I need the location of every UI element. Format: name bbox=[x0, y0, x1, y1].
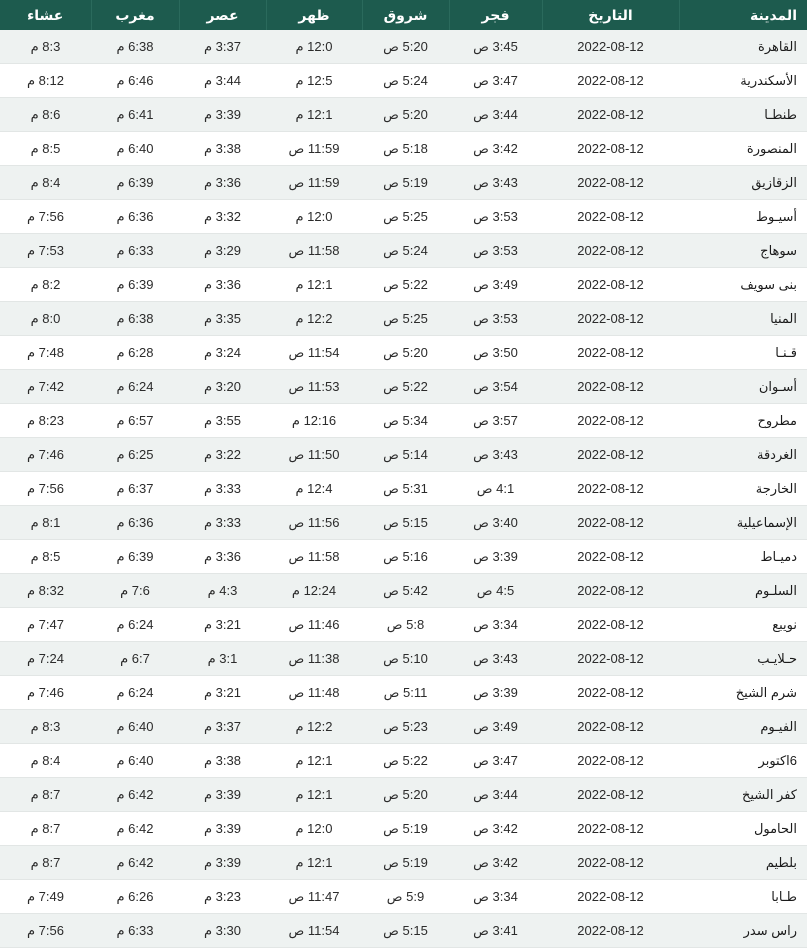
table-row bbox=[0, 132, 807, 166]
cell-maghrib: 6:40 م bbox=[91, 710, 179, 744]
column-header-date[interactable]: التاريخ bbox=[542, 0, 679, 30]
cell-date: 2022-08-12 bbox=[542, 166, 679, 200]
cell-shuruq: 5:9 ص bbox=[362, 880, 449, 914]
column-header-fajr[interactable]: فجر bbox=[449, 0, 542, 30]
cell-city: الفيـوم bbox=[679, 710, 807, 744]
cell-dhuhr: 12:4 م bbox=[266, 472, 362, 506]
cell-dhuhr: 11:59 ص bbox=[266, 166, 362, 200]
cell-asr: 3:24 م bbox=[179, 336, 266, 370]
cell-fajr: 3:49 ص bbox=[449, 268, 542, 302]
cell-date: 2022-08-12 bbox=[542, 812, 679, 846]
table-row bbox=[0, 268, 807, 302]
cell-shuruq: 5:25 ص bbox=[362, 302, 449, 336]
cell-dhuhr: 12:2 م bbox=[266, 302, 362, 336]
cell-city: حـلايـب bbox=[679, 642, 807, 676]
cell-date: 2022-08-12 bbox=[542, 336, 679, 370]
cell-asr: 3:1 م bbox=[179, 642, 266, 676]
cell-maghrib: 6:42 م bbox=[91, 778, 179, 812]
table-row bbox=[0, 642, 807, 676]
table-row bbox=[0, 404, 807, 438]
cell-asr: 3:39 م bbox=[179, 846, 266, 880]
cell-shuruq: 5:22 ص bbox=[362, 370, 449, 404]
cell-maghrib: 6:36 م bbox=[91, 506, 179, 540]
cell-maghrib: 6:42 م bbox=[91, 812, 179, 846]
cell-fajr: 3:40 ص bbox=[449, 506, 542, 540]
cell-city: المنيا bbox=[679, 302, 807, 336]
cell-dhuhr: 11:50 ص bbox=[266, 438, 362, 472]
cell-isha: 7:56 م bbox=[0, 914, 91, 948]
cell-isha: 7:46 م bbox=[0, 438, 91, 472]
cell-dhuhr: 11:54 ص bbox=[266, 336, 362, 370]
cell-fajr: 3:39 ص bbox=[449, 676, 542, 710]
cell-asr: 3:29 م bbox=[179, 234, 266, 268]
cell-shuruq: 5:16 ص bbox=[362, 540, 449, 574]
cell-fajr: 3:41 ص bbox=[449, 914, 542, 948]
cell-fajr: 3:53 ص bbox=[449, 234, 542, 268]
cell-asr: 3:35 م bbox=[179, 302, 266, 336]
cell-date: 2022-08-12 bbox=[542, 404, 679, 438]
cell-dhuhr: 11:54 ص bbox=[266, 914, 362, 948]
cell-asr: 3:33 م bbox=[179, 506, 266, 540]
column-header-maghrib[interactable]: مغرب bbox=[91, 0, 179, 30]
cell-city: شرم الشيخ bbox=[679, 676, 807, 710]
cell-dhuhr: 12:0 م bbox=[266, 30, 362, 64]
cell-shuruq: 5:19 ص bbox=[362, 166, 449, 200]
cell-dhuhr: 12:16 م bbox=[266, 404, 362, 438]
column-header-city[interactable]: المدينة bbox=[679, 0, 807, 30]
cell-asr: 3:38 م bbox=[179, 132, 266, 166]
cell-asr: 3:37 م bbox=[179, 30, 266, 64]
cell-isha: 7:48 م bbox=[0, 336, 91, 370]
cell-city: بنى سويف bbox=[679, 268, 807, 302]
cell-shuruq: 5:42 ص bbox=[362, 574, 449, 608]
table-row bbox=[0, 64, 807, 98]
cell-maghrib: 6:46 م bbox=[91, 64, 179, 98]
cell-shuruq: 5:20 ص bbox=[362, 98, 449, 132]
cell-isha: 8:7 م bbox=[0, 812, 91, 846]
cell-shuruq: 5:19 ص bbox=[362, 846, 449, 880]
cell-asr: 3:33 م bbox=[179, 472, 266, 506]
cell-asr: 3:37 م bbox=[179, 710, 266, 744]
column-header-dhuhr[interactable]: ظهر bbox=[266, 0, 362, 30]
cell-isha: 8:32 م bbox=[0, 574, 91, 608]
cell-fajr: 3:49 ص bbox=[449, 710, 542, 744]
cell-asr: 4:3 م bbox=[179, 574, 266, 608]
cell-dhuhr: 11:53 ص bbox=[266, 370, 362, 404]
table-row bbox=[0, 914, 807, 948]
cell-dhuhr: 12:2 م bbox=[266, 710, 362, 744]
cell-dhuhr: 12:1 م bbox=[266, 846, 362, 880]
cell-date: 2022-08-12 bbox=[542, 676, 679, 710]
cell-dhuhr: 11:58 ص bbox=[266, 234, 362, 268]
table-header bbox=[0, 0, 807, 30]
cell-isha: 7:46 م bbox=[0, 676, 91, 710]
cell-fajr: 4:1 ص bbox=[449, 472, 542, 506]
cell-asr: 3:36 م bbox=[179, 166, 266, 200]
cell-maghrib: 6:38 م bbox=[91, 302, 179, 336]
cell-fajr: 3:43 ص bbox=[449, 642, 542, 676]
cell-date: 2022-08-12 bbox=[542, 472, 679, 506]
cell-asr: 3:21 م bbox=[179, 608, 266, 642]
cell-date: 2022-08-12 bbox=[542, 506, 679, 540]
cell-fajr: 3:34 ص bbox=[449, 608, 542, 642]
cell-asr: 3:39 م bbox=[179, 98, 266, 132]
cell-asr: 3:39 م bbox=[179, 812, 266, 846]
cell-city: الأسكندرية bbox=[679, 64, 807, 98]
cell-isha: 7:47 م bbox=[0, 608, 91, 642]
cell-city: الحامول bbox=[679, 812, 807, 846]
cell-date: 2022-08-12 bbox=[542, 744, 679, 778]
cell-isha: 8:7 م bbox=[0, 778, 91, 812]
cell-city: سوهاج bbox=[679, 234, 807, 268]
cell-isha: 7:56 م bbox=[0, 200, 91, 234]
cell-shuruq: 5:25 ص bbox=[362, 200, 449, 234]
table-body bbox=[0, 30, 807, 948]
cell-date: 2022-08-12 bbox=[542, 540, 679, 574]
table-row bbox=[0, 880, 807, 914]
cell-isha: 7:24 م bbox=[0, 642, 91, 676]
cell-fajr: 3:43 ص bbox=[449, 166, 542, 200]
cell-date: 2022-08-12 bbox=[542, 574, 679, 608]
cell-date: 2022-08-12 bbox=[542, 778, 679, 812]
cell-shuruq: 5:22 ص bbox=[362, 268, 449, 302]
cell-isha: 8:23 م bbox=[0, 404, 91, 438]
cell-city: الإسماعيلية bbox=[679, 506, 807, 540]
cell-city: المنصورة bbox=[679, 132, 807, 166]
cell-fajr: 3:42 ص bbox=[449, 812, 542, 846]
cell-maghrib: 6:7 م bbox=[91, 642, 179, 676]
cell-city: مطروح bbox=[679, 404, 807, 438]
cell-shuruq: 5:8 ص bbox=[362, 608, 449, 642]
cell-city: أسيـوط bbox=[679, 200, 807, 234]
cell-dhuhr: 12:1 م bbox=[266, 778, 362, 812]
cell-city: السلـوم bbox=[679, 574, 807, 608]
cell-isha: 8:3 م bbox=[0, 710, 91, 744]
table-row bbox=[0, 574, 807, 608]
table-row bbox=[0, 608, 807, 642]
cell-maghrib: 6:28 م bbox=[91, 336, 179, 370]
cell-maghrib: 6:24 م bbox=[91, 370, 179, 404]
cell-date: 2022-08-12 bbox=[542, 914, 679, 948]
cell-city: طنطـا bbox=[679, 98, 807, 132]
table-row bbox=[0, 506, 807, 540]
cell-fajr: 3:54 ص bbox=[449, 370, 542, 404]
cell-city: راس سدر bbox=[679, 914, 807, 948]
cell-dhuhr: 11:58 ص bbox=[266, 540, 362, 574]
cell-city: أسـوان bbox=[679, 370, 807, 404]
cell-isha: 8:4 م bbox=[0, 744, 91, 778]
cell-date: 2022-08-12 bbox=[542, 302, 679, 336]
cell-maghrib: 6:36 م bbox=[91, 200, 179, 234]
cell-maghrib: 6:24 م bbox=[91, 676, 179, 710]
cell-shuruq: 5:15 ص bbox=[362, 506, 449, 540]
cell-fajr: 3:45 ص bbox=[449, 30, 542, 64]
cell-shuruq: 5:22 ص bbox=[362, 744, 449, 778]
cell-date: 2022-08-12 bbox=[542, 846, 679, 880]
cell-fajr: 3:57 ص bbox=[449, 404, 542, 438]
cell-dhuhr: 11:46 ص bbox=[266, 608, 362, 642]
cell-dhuhr: 12:0 م bbox=[266, 812, 362, 846]
cell-shuruq: 5:20 ص bbox=[362, 30, 449, 64]
table-row bbox=[0, 710, 807, 744]
column-header-isha[interactable]: عشاء bbox=[0, 0, 91, 30]
table-row bbox=[0, 778, 807, 812]
cell-fajr: 3:47 ص bbox=[449, 744, 542, 778]
cell-maghrib: 6:42 م bbox=[91, 846, 179, 880]
cell-date: 2022-08-12 bbox=[542, 268, 679, 302]
cell-asr: 3:20 م bbox=[179, 370, 266, 404]
cell-isha: 8:4 م bbox=[0, 166, 91, 200]
table-row bbox=[0, 676, 807, 710]
cell-isha: 8:6 م bbox=[0, 98, 91, 132]
cell-maghrib: 6:39 م bbox=[91, 540, 179, 574]
cell-shuruq: 5:24 ص bbox=[362, 64, 449, 98]
cell-isha: 8:1 م bbox=[0, 506, 91, 540]
cell-dhuhr: 11:59 ص bbox=[266, 132, 362, 166]
cell-dhuhr: 11:48 ص bbox=[266, 676, 362, 710]
cell-city: قـنـا bbox=[679, 336, 807, 370]
cell-maghrib: 6:33 م bbox=[91, 234, 179, 268]
cell-shuruq: 5:20 ص bbox=[362, 778, 449, 812]
cell-maghrib: 6:57 م bbox=[91, 404, 179, 438]
cell-asr: 3:23 م bbox=[179, 880, 266, 914]
cell-city: كفر الشيخ bbox=[679, 778, 807, 812]
table-row bbox=[0, 98, 807, 132]
cell-fajr: 3:44 ص bbox=[449, 98, 542, 132]
cell-asr: 3:30 م bbox=[179, 914, 266, 948]
cell-isha: 8:5 م bbox=[0, 540, 91, 574]
cell-dhuhr: 12:1 م bbox=[266, 268, 362, 302]
cell-asr: 3:39 م bbox=[179, 778, 266, 812]
cell-isha: 8:3 م bbox=[0, 30, 91, 64]
cell-asr: 3:32 م bbox=[179, 200, 266, 234]
header-row bbox=[0, 0, 807, 30]
cell-asr: 3:36 م bbox=[179, 540, 266, 574]
cell-dhuhr: 12:24 م bbox=[266, 574, 362, 608]
cell-dhuhr: 11:38 ص bbox=[266, 642, 362, 676]
cell-fajr: 3:39 ص bbox=[449, 540, 542, 574]
table-row bbox=[0, 370, 807, 404]
cell-date: 2022-08-12 bbox=[542, 200, 679, 234]
cell-dhuhr: 12:1 م bbox=[266, 744, 362, 778]
cell-isha: 8:12 م bbox=[0, 64, 91, 98]
cell-asr: 3:38 م bbox=[179, 744, 266, 778]
cell-date: 2022-08-12 bbox=[542, 370, 679, 404]
column-header-asr[interactable]: عصر bbox=[179, 0, 266, 30]
cell-isha: 7:56 م bbox=[0, 472, 91, 506]
cell-isha: 8:7 م bbox=[0, 846, 91, 880]
cell-city: نويبع bbox=[679, 608, 807, 642]
cell-date: 2022-08-12 bbox=[542, 98, 679, 132]
cell-date: 2022-08-12 bbox=[542, 608, 679, 642]
table-row bbox=[0, 302, 807, 336]
cell-dhuhr: 11:56 ص bbox=[266, 506, 362, 540]
cell-dhuhr: 12:5 م bbox=[266, 64, 362, 98]
cell-fajr: 3:42 ص bbox=[449, 846, 542, 880]
cell-shuruq: 5:19 ص bbox=[362, 812, 449, 846]
cell-dhuhr: 11:47 ص bbox=[266, 880, 362, 914]
table-row bbox=[0, 812, 807, 846]
cell-maghrib: 6:38 م bbox=[91, 30, 179, 64]
cell-fajr: 3:43 ص bbox=[449, 438, 542, 472]
cell-dhuhr: 12:0 م bbox=[266, 200, 362, 234]
cell-shuruq: 5:11 ص bbox=[362, 676, 449, 710]
table-row bbox=[0, 234, 807, 268]
table-row bbox=[0, 540, 807, 574]
cell-shuruq: 5:15 ص bbox=[362, 914, 449, 948]
cell-city: الغردقة bbox=[679, 438, 807, 472]
cell-maghrib: 6:25 م bbox=[91, 438, 179, 472]
cell-date: 2022-08-12 bbox=[542, 30, 679, 64]
cell-fajr: 3:47 ص bbox=[449, 64, 542, 98]
cell-fajr: 3:53 ص bbox=[449, 302, 542, 336]
cell-isha: 7:49 م bbox=[0, 880, 91, 914]
cell-asr: 3:55 م bbox=[179, 404, 266, 438]
cell-shuruq: 5:14 ص bbox=[362, 438, 449, 472]
table-row bbox=[0, 846, 807, 880]
cell-date: 2022-08-12 bbox=[542, 234, 679, 268]
cell-shuruq: 5:34 ص bbox=[362, 404, 449, 438]
cell-maghrib: 6:39 م bbox=[91, 166, 179, 200]
cell-isha: 8:0 م bbox=[0, 302, 91, 336]
cell-shuruq: 5:18 ص bbox=[362, 132, 449, 166]
table-row bbox=[0, 166, 807, 200]
cell-fajr: 3:42 ص bbox=[449, 132, 542, 166]
cell-fajr: 3:44 ص bbox=[449, 778, 542, 812]
cell-maghrib: 6:41 م bbox=[91, 98, 179, 132]
cell-maghrib: 6:37 م bbox=[91, 472, 179, 506]
table-row bbox=[0, 200, 807, 234]
table-row bbox=[0, 30, 807, 64]
cell-isha: 8:5 م bbox=[0, 132, 91, 166]
cell-asr: 3:21 م bbox=[179, 676, 266, 710]
cell-maghrib: 6:39 م bbox=[91, 268, 179, 302]
cell-asr: 3:36 م bbox=[179, 268, 266, 302]
cell-date: 2022-08-12 bbox=[542, 710, 679, 744]
cell-maghrib: 6:24 م bbox=[91, 608, 179, 642]
cell-city: طـابا bbox=[679, 880, 807, 914]
cell-date: 2022-08-12 bbox=[542, 880, 679, 914]
cell-date: 2022-08-12 bbox=[542, 64, 679, 98]
cell-shuruq: 5:24 ص bbox=[362, 234, 449, 268]
cell-date: 2022-08-12 bbox=[542, 132, 679, 166]
cell-city: القاهرة bbox=[679, 30, 807, 64]
cell-fajr: 4:5 ص bbox=[449, 574, 542, 608]
cell-date: 2022-08-12 bbox=[542, 438, 679, 472]
cell-maghrib: 6:40 م bbox=[91, 744, 179, 778]
cell-isha: 7:42 م bbox=[0, 370, 91, 404]
cell-shuruq: 5:10 ص bbox=[362, 642, 449, 676]
column-header-shuruq[interactable]: شروق bbox=[362, 0, 449, 30]
table-row bbox=[0, 438, 807, 472]
cell-maghrib: 6:33 م bbox=[91, 914, 179, 948]
cell-city: الخارجة bbox=[679, 472, 807, 506]
cell-city: دميـاط bbox=[679, 540, 807, 574]
table-row bbox=[0, 744, 807, 778]
cell-city: بلطيم bbox=[679, 846, 807, 880]
table-row bbox=[0, 336, 807, 370]
cell-isha: 7:53 م bbox=[0, 234, 91, 268]
cell-date: 2022-08-12 bbox=[542, 642, 679, 676]
table-row bbox=[0, 472, 807, 506]
cell-dhuhr: 12:1 م bbox=[266, 98, 362, 132]
cell-shuruq: 5:20 ص bbox=[362, 336, 449, 370]
cell-city: الزقازيق bbox=[679, 166, 807, 200]
cell-maghrib: 6:40 م bbox=[91, 132, 179, 166]
cell-fajr: 3:50 ص bbox=[449, 336, 542, 370]
cell-maghrib: 6:26 م bbox=[91, 880, 179, 914]
cell-shuruq: 5:31 ص bbox=[362, 472, 449, 506]
cell-isha: 8:2 م bbox=[0, 268, 91, 302]
cell-shuruq: 5:23 ص bbox=[362, 710, 449, 744]
cell-fajr: 3:34 ص bbox=[449, 880, 542, 914]
cell-asr: 3:44 م bbox=[179, 64, 266, 98]
cell-asr: 3:22 م bbox=[179, 438, 266, 472]
cell-city: 6اكتوبر bbox=[679, 744, 807, 778]
cell-fajr: 3:53 ص bbox=[449, 200, 542, 234]
cell-maghrib: 7:6 م bbox=[91, 574, 179, 608]
